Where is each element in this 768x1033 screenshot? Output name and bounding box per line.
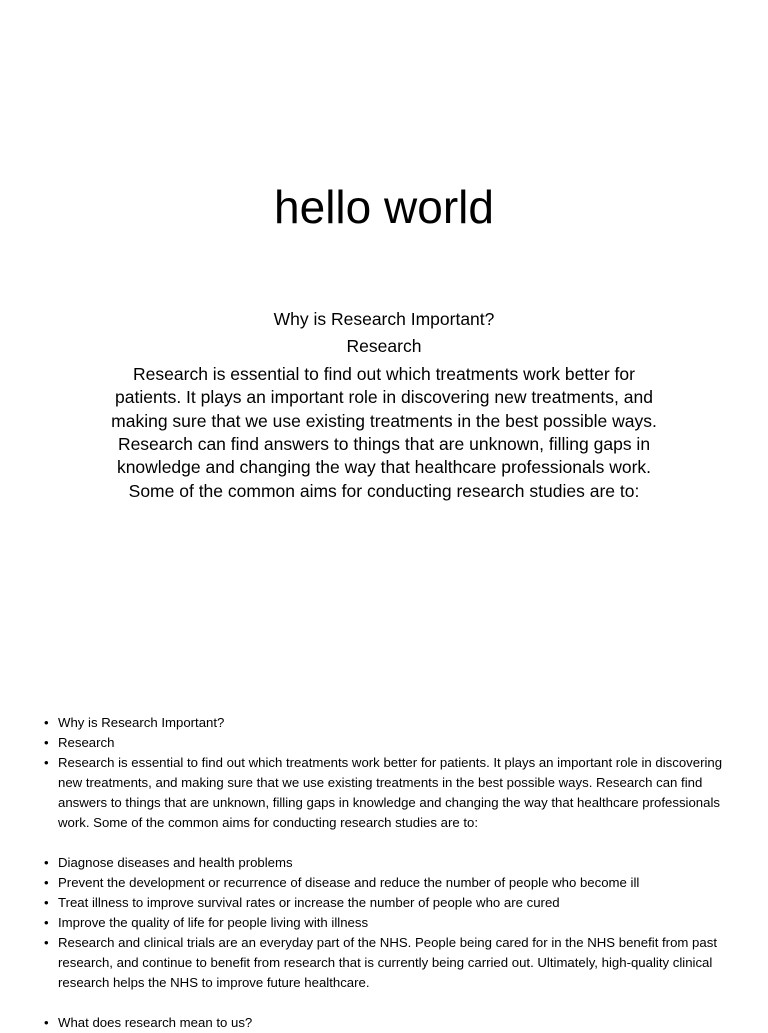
slide-paragraph: Research is essential to find out which treatments work better for patients. It plays an important role in discovering new treatments, and making sure that we use existing treatments in the best possible ways. Research can find answers to things that are unknown, filling gaps in knowledge and changing the way that healthcare professionals work. Some of the common aims for conducting research studies are to: <box>111 363 657 501</box>
list-item-text: Treat illness to improve survival rates or increase the number of people who are cured <box>58 895 560 910</box>
bullet-icon: • <box>44 935 49 950</box>
bullet-icon: • <box>44 1015 49 1030</box>
slide-heading: Research <box>346 336 422 357</box>
list-item-text: Why is Research Important? <box>58 715 225 730</box>
notes-section <box>44 713 734 1033</box>
bullet-icon: • <box>44 915 49 930</box>
list-item-text: Diagnose diseases and health problems <box>58 855 293 870</box>
list-item-text: What does research mean to us? <box>58 1015 253 1030</box>
bullet-icon: • <box>44 715 49 730</box>
bullet-icon: • <box>44 755 49 770</box>
list-item <box>44 913 734 933</box>
list-item-text: Prevent the development or recurrence of disease and reduce the number of people who become ill <box>58 875 640 890</box>
slide-question: Why is Research Important? <box>273 309 495 329</box>
list-item-text: Research is essential to find out which treatments work better for patients. It plays an important role in discovering new treatments, and making sure that we use existing treatments in the best possible ways. Research can find answers to things that are unknown, filling gaps in knowledge and changing the way that healthcare professionals work. Some of the common aims for conducting research studies are to: <box>58 755 723 830</box>
bullet-icon: • <box>44 735 49 750</box>
list-item-text: Research and clinical trials are an everyday part of the NHS. People being cared for in the NHS benefit from past research, and continue to benefit from research that is currently being carried out. Ultimately, high-quality clinical research helps the NHS to improve future healthcare. <box>58 935 717 990</box>
list-item <box>44 853 734 873</box>
list-item <box>44 893 734 913</box>
list-item <box>44 753 734 833</box>
list-item <box>44 873 734 893</box>
slide-title: hello world <box>274 181 494 233</box>
bullet-icon: • <box>44 875 49 890</box>
notes-list <box>44 713 734 1033</box>
list-item-text: Improve the quality of life for people living with illness <box>58 915 369 930</box>
list-item <box>44 1013 734 1033</box>
list-item <box>44 933 734 993</box>
list-item <box>44 733 734 753</box>
bullet-icon: • <box>44 855 49 870</box>
slide-body <box>100 308 668 503</box>
bullet-icon: • <box>44 895 49 910</box>
list-item-text: Research <box>58 735 115 750</box>
list-item <box>44 713 734 733</box>
